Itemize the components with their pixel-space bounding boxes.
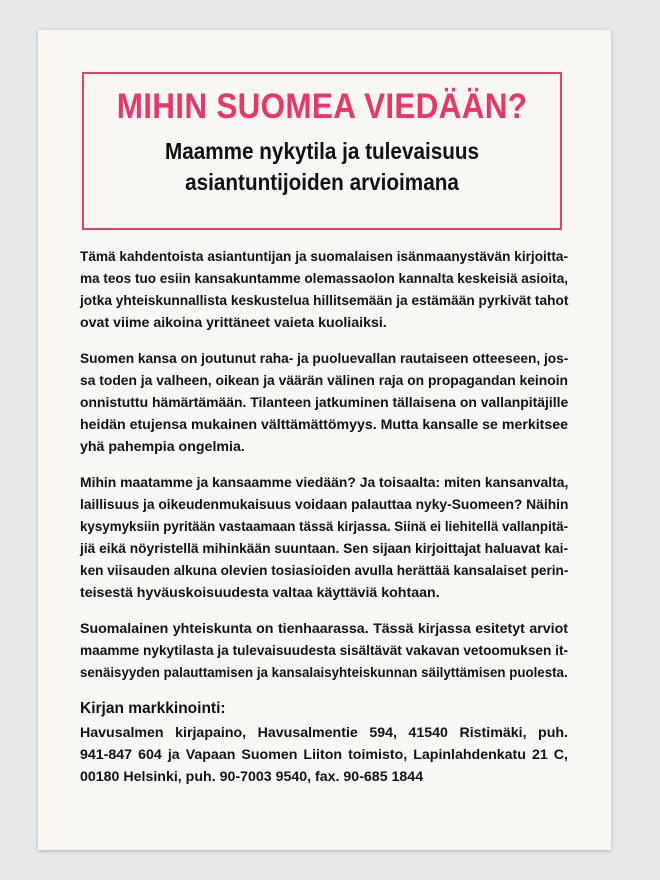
text-line: maamme nykytilasta ja tulevaisuudesta sisältävät vakavan vetoomuksen it- <box>80 643 569 659</box>
title-frame <box>82 72 562 230</box>
text-line: onnistuttu hämärtämään. Tilanteen jatkuminen tällaisena on vallanpitäjille <box>80 395 569 411</box>
text-line: Suomen kansa on joutunut raha- ja puoluevallan rautaiseen otteeseen, jos- <box>80 351 569 367</box>
marketing-info <box>80 698 568 788</box>
marketing-address <box>80 722 568 788</box>
text-line: kysymyksiin pyritään vastaamaan tässä kirjassa. Siinä ei liehitellä vallanpitä- <box>80 519 569 535</box>
subtitle-line: asiantuntijoiden arvioimana <box>185 169 459 195</box>
text-line: sa toden ja valheen, oikean ja väärän välinen raja on propagandan keinoin <box>80 373 568 389</box>
text-line: senäisyyden palauttamisen ja kansalaisyhteiskunnan säilyttämisen puolesta. <box>80 665 568 681</box>
paragraph-4 <box>80 618 568 684</box>
text-line: laillisuus ja oikeudenmukaisuus voidaan palauttaa nyky-Suomeen? Näihin <box>80 497 569 513</box>
subtitle-line: Maamme nykytila ja tulevaisuus <box>164 138 480 164</box>
paragraph-2 <box>80 348 568 458</box>
text-line: Suomalainen yhteiskunta on tienhaarassa. Tässä kirjassa esitetyt arviot <box>80 621 568 637</box>
text-line: Mihin maatamme ja kansaamme viedään? Ja toisaalta: miten kansanvalta, <box>80 475 569 491</box>
text-line: 00180 Helsinki, puh. 90-7003 9540, fax. 90-685 1844 <box>80 769 424 785</box>
paragraph-1 <box>80 246 568 334</box>
blurb-text <box>80 246 568 788</box>
marketing-heading: Kirjan markkinointi: <box>80 700 226 717</box>
text-line: 941-847 604 ja Vapaan Suomen Liiton toimisto, Lapinlahdenkatu 21 C, <box>80 747 568 763</box>
text-line: ovat viime aikoina yrittäneet vaieta kuoliaiksi. <box>80 315 387 331</box>
text-line: Tämä kahdentoista asiantuntijan ja suomalaisen isänmaanystävän kirjoitta- <box>80 249 568 265</box>
text-line: jiä eikä nöyristellä mihinkään suuntaan. Sen sijaan kirjoittajat haluavat kai- <box>80 541 569 557</box>
text-line: ken viisauden alkuna olevien tosiasioiden avulla herättää kansalaiset perin- <box>80 563 569 579</box>
text-line: yhä pahempia ongelmia. <box>80 439 245 455</box>
text-line: ma teos tuo esiin kansakuntamme olemassaolon kannalta keskeisiä asioita, <box>80 271 568 287</box>
book-subtitle <box>108 136 536 198</box>
text-line: teisestä hyväuskoisuudesta valtaa käyttäviä kohtaan. <box>80 585 440 601</box>
text-line: heidän etujensa mukainen välttämättömyys. Mutta kansalle se merkitsee <box>80 417 568 433</box>
text-line: Havusalmen kirjapaino, Havusalmentie 594, 41540 Ristimäki, puh. <box>80 725 568 741</box>
text-line: jotka yhteiskunnallista keskustelua hillitsemään ja estämään pyrkivät tahot <box>80 293 569 309</box>
book-back-cover <box>38 30 611 850</box>
paragraph-3 <box>80 472 568 604</box>
book-title: MIHIN SUOMEA VIEDÄÄN? <box>116 87 528 126</box>
